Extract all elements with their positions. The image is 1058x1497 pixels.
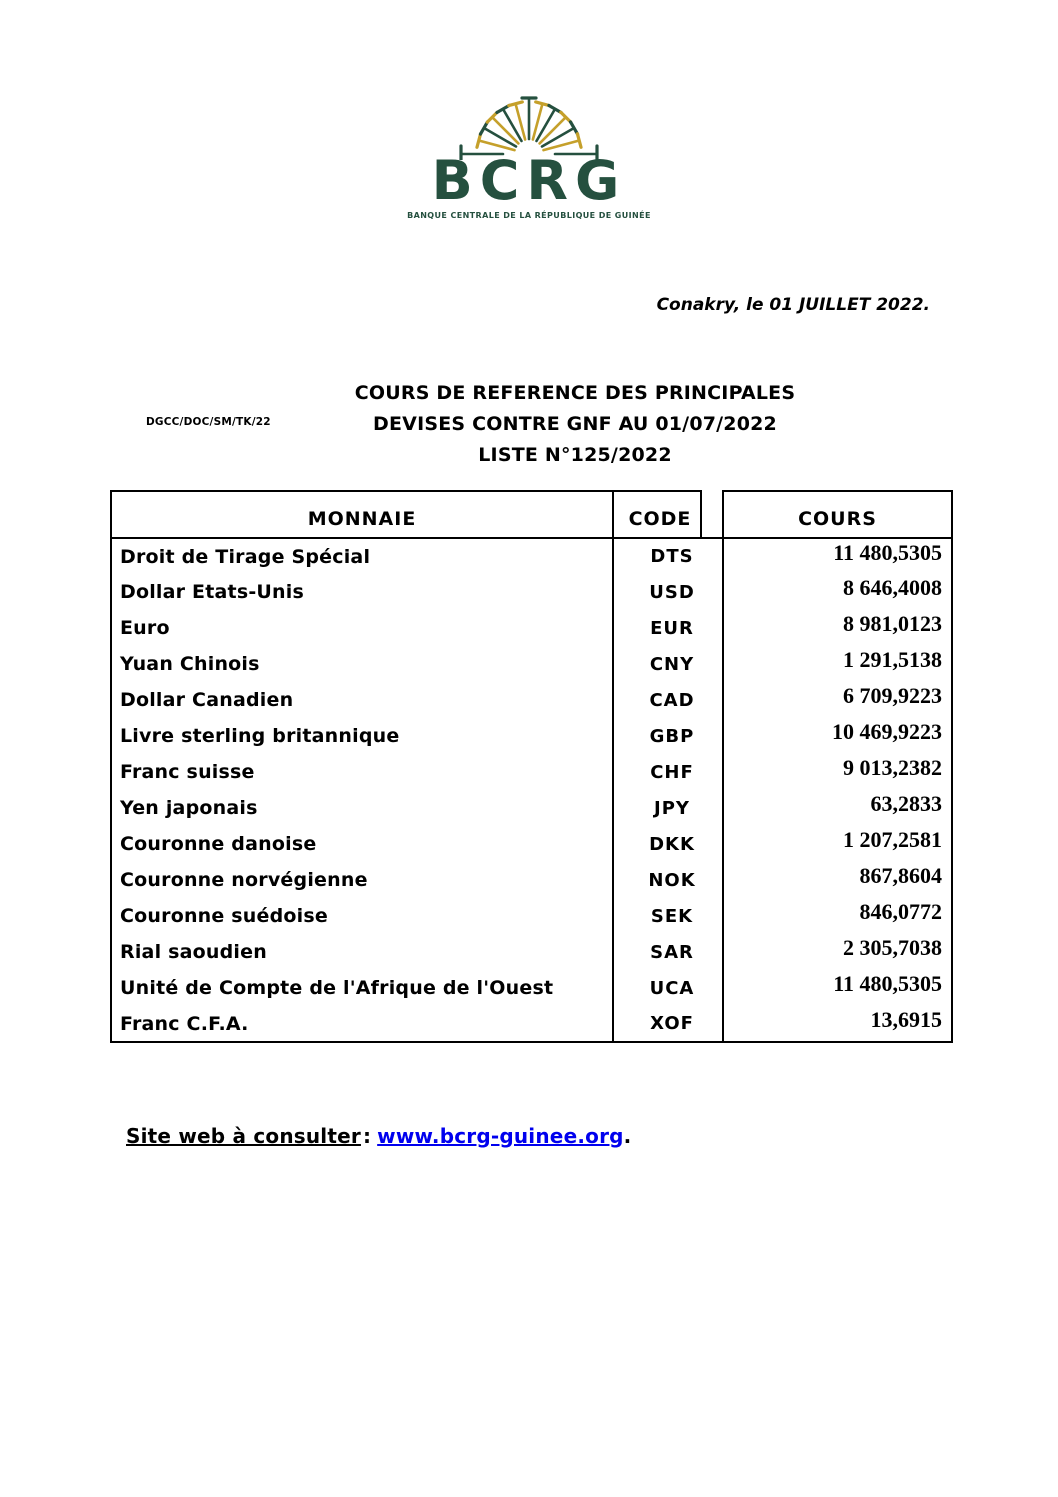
title-line-1: COURS DE REFERENCE DES PRINCIPALES [354,382,796,404]
currency-name-cell: Yuan Chinois [111,646,613,682]
table-row [111,898,952,934]
currency-code-cell: DKK [649,833,695,855]
table-row [111,970,952,1006]
currency-code-cell: EUR [650,617,694,639]
table-row [111,754,952,790]
exchange-rate-cell: 867,8604 [723,862,952,898]
currency-name-cell: Droit de Tirage Spécial [111,538,613,574]
title-line-3: LISTE N°125/2022 [478,444,672,466]
col-header-code: CODE [613,491,701,538]
currency-code-cell: CAD [649,689,695,711]
table-header-row [111,491,952,538]
bcrg-logo [0,60,1058,220]
table-row [111,538,952,574]
title-line-2: DEVISES CONTRE GNF AU 01/07/2022 [373,413,777,435]
currency-name-cell: Couronne danoise [111,826,613,862]
currency-name-cell: Franc suisse [111,754,613,790]
table-row [111,682,952,718]
currency-name-cell: Couronne suédoise [111,898,613,934]
logo-caption: BANQUE CENTRALE DE LA RÉPUBLIQUE DE GUINÉE [407,211,651,220]
col-header-monnaie: MONNAIE [111,491,613,538]
header-gap-cell [701,491,723,538]
table-row [111,646,952,682]
logo-acronym: BCRG [431,149,627,212]
currency-code-cell: USD [649,581,695,603]
table-row [111,574,952,610]
exchange-rate-cell: 11 480,5305 [723,970,952,1006]
document-title [330,378,820,471]
table-row [111,610,952,646]
exchange-rate-cell: 9 013,2382 [723,754,952,790]
exchange-rate-cell: 1 207,2581 [723,826,952,862]
exchange-rate-cell: 11 480,5305 [723,538,952,574]
currency-name-cell: Couronne norvégienne [111,862,613,898]
exchange-rates-table [110,490,953,1043]
exchange-rate-cell: 13,6915 [723,1006,952,1042]
currency-name-cell: Franc C.F.A. [111,1006,613,1042]
exchange-rate-cell: 846,0772 [723,898,952,934]
table-row [111,862,952,898]
reference-code: DGCC/DOC/SM/TK/22 [146,416,271,428]
currency-code-cell: SAR [650,941,694,963]
currency-code-cell: CNY [649,653,695,675]
currency-name-cell: Yen japonais [111,790,613,826]
currency-code-cell: GBP [649,725,695,747]
website-line [126,1124,631,1148]
website-link[interactable]: www.bcrg-guinee.org [377,1124,624,1148]
currency-code-cell: SEK [650,905,694,927]
currency-code-cell: NOK [648,869,696,891]
website-label: Site web à consulter [126,1124,361,1148]
table-row [111,790,952,826]
currency-code-cell: JPY [654,797,690,819]
currency-code-cell: DTS [650,546,694,567]
currency-name-cell: Unité de Compte de l'Afrique de l'Ouest [111,970,613,1006]
currency-name-cell: Euro [111,610,613,646]
exchange-rate-cell: 2 305,7038 [723,934,952,970]
website-period: . [623,1124,632,1148]
currency-code-cell: UCA [649,977,695,999]
table-row [111,826,952,862]
table-row [111,1006,952,1042]
table-row [111,718,952,754]
exchange-rate-cell: 1 291,5138 [723,646,952,682]
exchange-rate-cell: 10 469,9223 [723,718,952,754]
website-separator: : [362,1124,372,1148]
currency-name-cell: Livre sterling britannique [111,718,613,754]
currency-name-cell: Dollar Etats-Unis [111,574,613,610]
currency-code-cell: XOF [613,1006,723,1042]
logo-sunburst-icon [444,60,614,160]
currency-name-cell: Dollar Canadien [111,682,613,718]
exchange-rate-cell: 63,2833 [723,790,952,826]
currency-code-cell: CHF [650,761,694,783]
exchange-rate-cell: 8 981,0123 [723,610,952,646]
col-header-cours: COURS [723,491,952,538]
exchange-rate-cell: 8 646,4008 [723,574,952,610]
rates-table-body [111,538,952,1042]
currency-name-cell: Rial saoudien [111,934,613,970]
date-line: Conakry, le 01 JUILLET 2022. [656,295,930,315]
exchange-rate-cell: 6 709,9223 [723,682,952,718]
table-row [111,934,952,970]
